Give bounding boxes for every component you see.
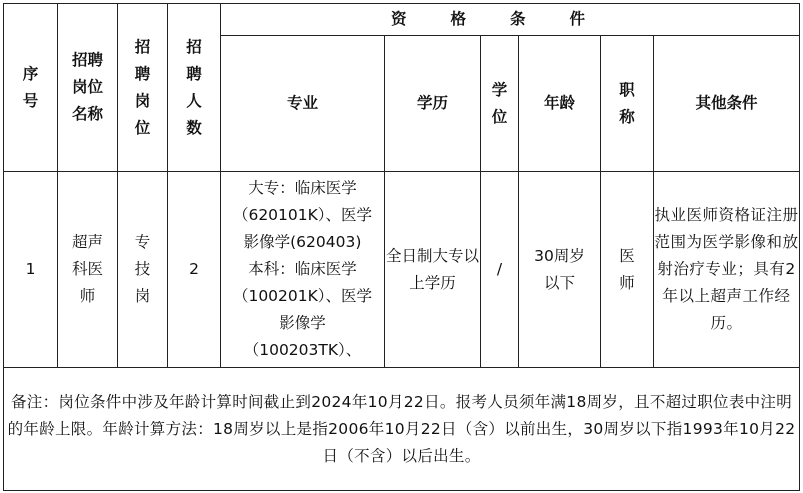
header-age: 年龄 [519, 36, 601, 172]
major-line: 影像学(620403) [243, 233, 362, 251]
header-count: 招聘人数 [168, 4, 221, 172]
major-line: 大专：临床医学 [248, 179, 357, 197]
header-position: 招聘岗位 [118, 4, 168, 172]
cell-age: 30周岁以下 [519, 172, 601, 368]
cell-position-name: 超声科医师 [58, 172, 118, 368]
header-degree: 学位 [481, 36, 519, 172]
cell-title: 医师 [601, 172, 654, 368]
cell-seq: 1 [4, 172, 58, 368]
header-conditions: 资格条件 [221, 4, 800, 36]
cell-count: 2 [168, 172, 221, 368]
major-line: 影像学 [279, 314, 326, 332]
major-line: 本科：临床医学 [248, 260, 357, 278]
recruitment-table [3, 3, 800, 491]
cell-other: 执业医师资格证注册范围为医学影像和放射治疗专业；具有2年以上超声工作经历。 [654, 172, 800, 368]
cell-degree: / [481, 172, 519, 368]
header-title: 职称 [601, 36, 654, 172]
major-line: （100203TK）、 [243, 341, 362, 359]
header-education: 学历 [385, 36, 481, 172]
header-other: 其他条件 [654, 36, 800, 172]
cell-position: 专技岗 [118, 172, 168, 368]
header-position-name: 招聘岗位名称 [58, 4, 118, 172]
cell-major [221, 172, 385, 368]
header-major: 专业 [221, 36, 385, 172]
cell-education: 全日制大专以上学历 [385, 172, 481, 368]
header-seq: 序号 [4, 4, 58, 172]
note-text: 备注：岗位条件中涉及年龄计算时间截止到2024年10月22日。报考人员须年满18周岁，且不超过职位表中注明的年龄上限。年龄计算方法：18周岁以上是指2006年10月22日（含）以前出生，30周岁以下指1993年10月22日（不含）以后出生。 [4, 368, 800, 491]
table-row [4, 172, 800, 368]
major-line: （620101K）、医学 [232, 206, 373, 224]
major-line: （100201K）、医学 [232, 287, 373, 305]
